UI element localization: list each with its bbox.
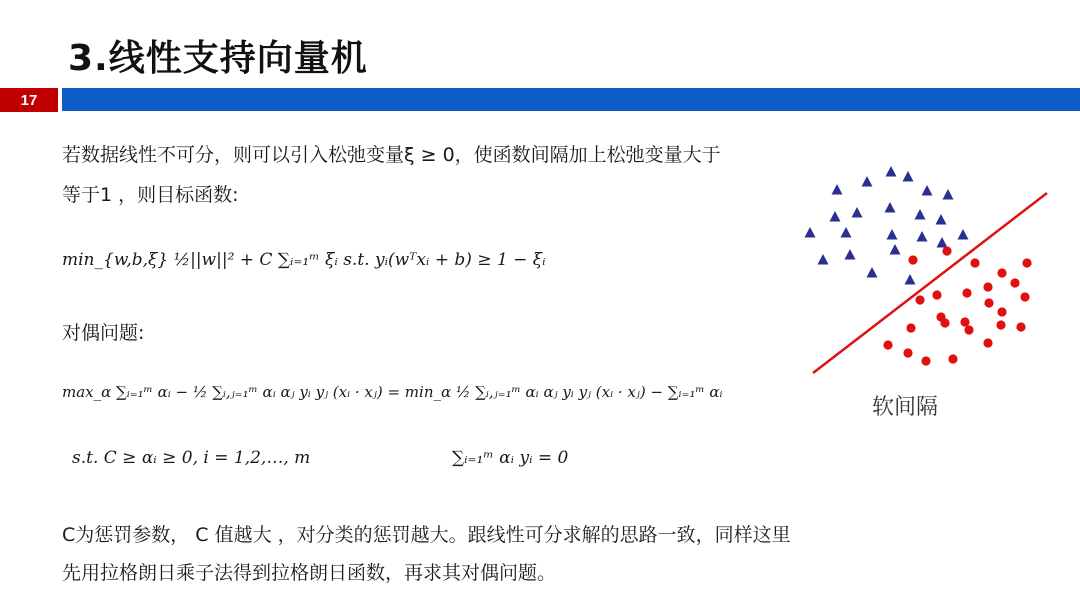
- soft-margin-diagram: [795, 155, 1055, 385]
- circle-point: [1020, 292, 1029, 301]
- circle-point: [997, 268, 1006, 277]
- circle-point: [936, 312, 945, 321]
- page-number-badge: 17: [0, 88, 58, 112]
- circle-point: [915, 295, 924, 304]
- dual-objective-formula: max_α ∑ᵢ₌₁ᵐ αᵢ − ½ ∑ᵢ,ⱼ₌₁ᵐ αᵢ αⱼ yᵢ yⱼ (xᵢ · xⱼ) = min_α ½ ∑ᵢ,ⱼ₌₁ᵐ αᵢ αⱼ yᵢ yⱼ (xᵢ · xⱼ) − ∑ᵢ₌₁ᵐ αᵢ: [62, 383, 723, 401]
- triangle-point: [943, 189, 954, 200]
- circle-point: [942, 246, 951, 255]
- dual-heading: 对偶问题:: [62, 322, 145, 344]
- paragraph-2-line-1: C为惩罚参数， C 值越大 ，对分类的惩罚越大。跟线性可分求解的思路一致，同样这里: [62, 524, 791, 546]
- circle-point: [1016, 322, 1025, 331]
- triangle-point: [915, 209, 926, 220]
- triangle-point: [818, 254, 829, 265]
- paragraph-2-line-2: 先用拉格朗日乘子法得到拉格朗日函数，再求其对偶问题。: [62, 562, 557, 584]
- circle-point: [997, 307, 1006, 316]
- triangle-point: [917, 231, 928, 242]
- triangle-point: [805, 227, 816, 238]
- paragraph-1-line-2: 等于1 ，则目标函数:: [62, 184, 239, 206]
- soft-margin-label: 软间隔: [872, 395, 939, 420]
- triangle-point: [885, 202, 896, 213]
- triangle-point: [903, 171, 914, 182]
- circle-point: [983, 282, 992, 291]
- circle-point: [906, 323, 915, 332]
- triangle-point: [841, 227, 852, 238]
- triangle-point: [830, 211, 841, 222]
- triangle-point: [936, 214, 947, 225]
- circle-point: [1022, 258, 1031, 267]
- circle-point: [983, 338, 992, 347]
- triangle-point: [937, 237, 948, 248]
- circle-point: [932, 290, 941, 299]
- triangle-point: [886, 166, 897, 177]
- circle-point: [964, 325, 973, 334]
- header-bar: [62, 88, 1080, 111]
- triangle-class-points: [805, 166, 969, 285]
- circle-point: [948, 354, 957, 363]
- circle-class-points: [883, 246, 1031, 365]
- triangle-point: [845, 249, 856, 260]
- circle-point: [960, 317, 969, 326]
- triangle-point: [887, 229, 898, 240]
- circle-point: [970, 258, 979, 267]
- primal-objective-formula: min_{w,b,ξ} ½||w||² + C ∑ᵢ₌₁ᵐ ξᵢ s.t. yᵢ(wᵀxᵢ + b) ≥ 1 − ξᵢ: [62, 250, 546, 270]
- triangle-point: [852, 207, 863, 218]
- triangle-point: [922, 185, 933, 196]
- circle-point: [921, 356, 930, 365]
- triangle-point: [862, 176, 873, 187]
- circle-point: [996, 320, 1005, 329]
- paragraph-1-line-1: 若数据线性不可分，则可以引入松弛变量ξ ≥ 0，使函数间隔加上松弛变量大于: [62, 144, 721, 166]
- circle-point: [908, 255, 917, 264]
- dual-constraint-bounds: s.t. C ≥ αᵢ ≥ 0, i = 1,2,…, m: [72, 448, 311, 468]
- circle-point: [1010, 278, 1019, 287]
- triangle-point: [832, 184, 843, 195]
- circle-point: [984, 298, 993, 307]
- triangle-point: [867, 267, 878, 278]
- slide-title: 3.线性支持向量机: [68, 38, 368, 79]
- triangle-point: [890, 244, 901, 255]
- circle-point: [883, 340, 892, 349]
- triangle-point: [958, 229, 969, 240]
- circle-point: [962, 288, 971, 297]
- dual-constraint-sum: ∑ᵢ₌₁ᵐ αᵢ yᵢ = 0: [452, 448, 569, 468]
- circle-point: [903, 348, 912, 357]
- triangle-point: [905, 274, 916, 285]
